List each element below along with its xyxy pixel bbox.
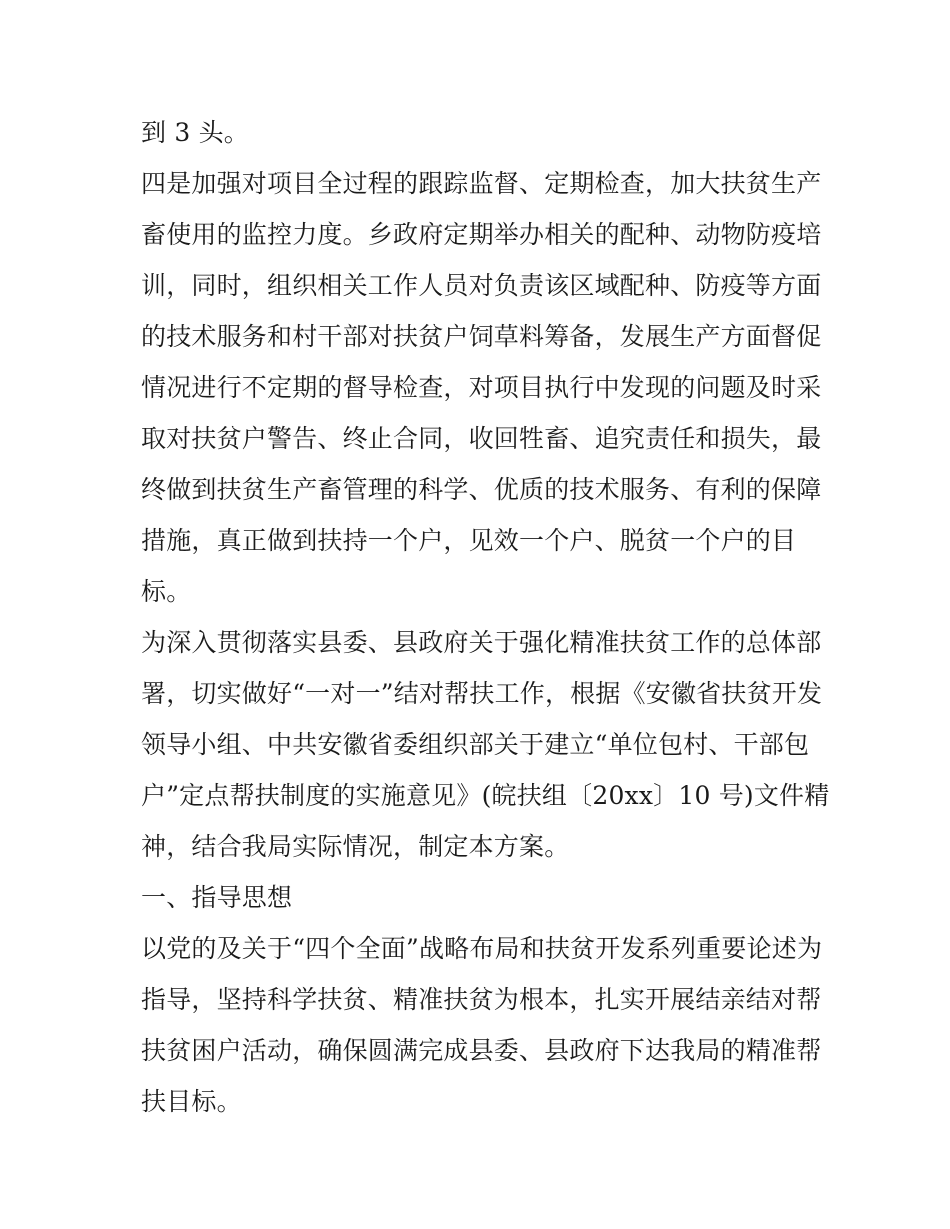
text-line: 四是加强对项目全过程的跟踪监督、定期检查，加大扶贫生产 [141,169,822,198]
text-line: 扶贫困户活动，确保圆满完成县委、县政府下达我局的精准帮 [141,1036,822,1065]
text-line: 措施，真正做到扶持一个户，见效一个户、脱贫一个户的目 [141,526,797,555]
text-line: 指导，坚持科学扶贫、精准扶贫为根本，扎实开展结亲结对帮 [141,985,822,1014]
text-line: 标。 [141,577,192,606]
section-heading: 一、指导思想 [141,883,293,912]
text-line: 为深入贯彻落实县委、县政府关于强化精准扶贫工作的总体部 [141,628,822,657]
text-line: 署，切实做好“一对一”结对帮扶工作，根据《安徽省扶贫开发 [141,679,823,708]
text-line: 的技术服务和村干部对扶贫户饲草料筹备，发展生产方面督促 [141,322,822,351]
document-body [141,107,830,1127]
text-line: 情况进行不定期的督导检查，对项目执行中发现的问题及时采 [141,373,822,402]
text-line: 领导小组、中共安徽省委组织部关于建立“单位包村、干部包 [141,730,810,759]
text-line: 畜使用的监控力度。乡政府定期举办相关的配种、动物防疫培 [141,220,822,249]
text-line: 取对扶贫户警告、终止合同，收回牲畜、追究责任和损失，最 [141,424,822,453]
text-line: 户”定点帮扶制度的实施意见》(皖扶组〔20xx〕10 号)文件精 [141,781,830,810]
text-line: 训，同时，组织相关工作人员对负责该区域配种、防疫等方面 [141,271,822,300]
text-line: 终做到扶贫生产畜管理的科学、优质的技术服务、有利的保障 [141,475,822,504]
text-line: 扶目标。 [141,1087,242,1116]
text-line: 到 3 头。 [141,118,249,147]
text-line: 以党的及关于“四个全面”战略布局和扶贫开发系列重要论述为 [141,934,823,963]
text-line: 神，结合我局实际情况，制定本方案。 [141,832,570,861]
